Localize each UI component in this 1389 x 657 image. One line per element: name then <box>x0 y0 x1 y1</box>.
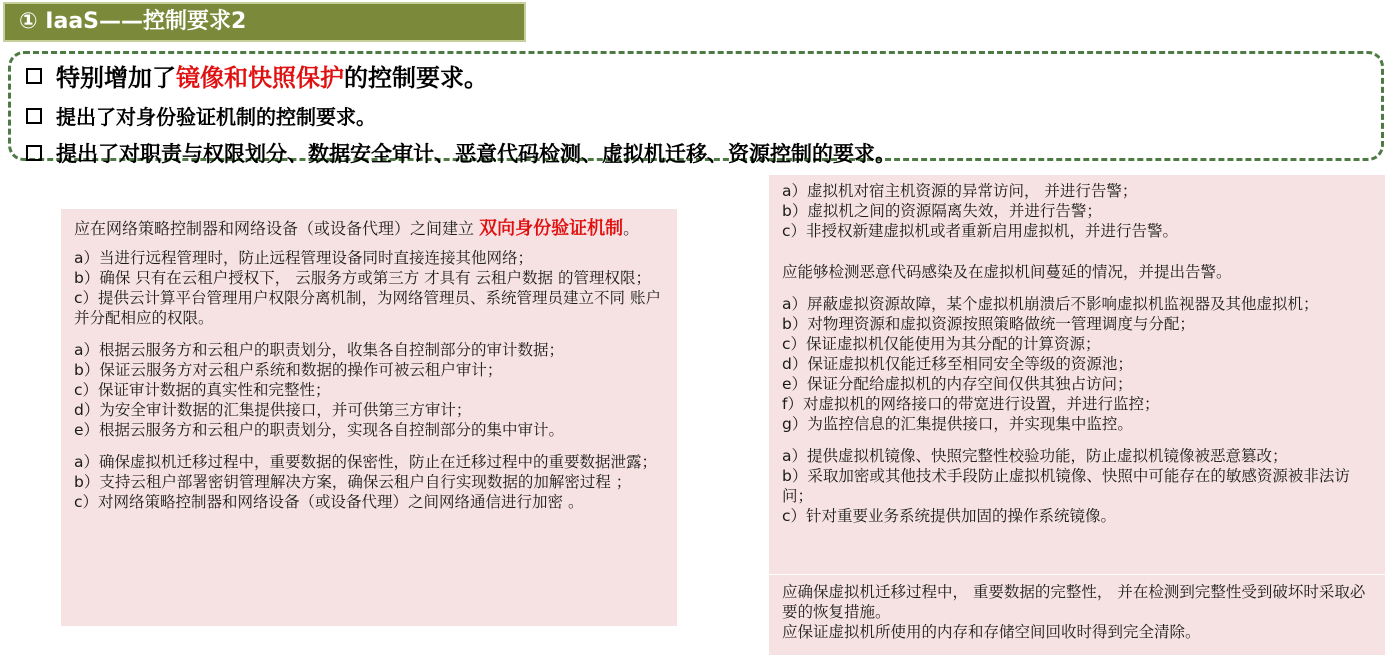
highlight-text: 双向身份验证机制 <box>479 218 624 239</box>
list-item: a）屏蔽虚拟资源故障，某个虚拟机崩溃后不影响虚拟机监视器及其他虚拟机； <box>782 295 1319 313</box>
bullet-2 <box>26 101 376 130</box>
checkbox-square-icon <box>26 145 42 161</box>
list-item: a）根据云服务方和云租户的职责划分，收集各自控制部分的审计数据； <box>74 341 565 359</box>
right-card-migration <box>769 575 1385 655</box>
bullet-1-text: 特别增加了镜像和快照保护的控制要求。 <box>56 64 488 92</box>
card-heading: 应在网络策略控制器和网络设备（或设备代理）之间建立 双向身份验证机制。 <box>74 218 640 239</box>
card-heading: 应能够检测恶意代码感染及在虚拟机间蔓延的情况，并提出告警。 <box>782 263 1232 281</box>
highlight-text: 镜像和快照保护 <box>176 64 344 92</box>
list-item: b）采取加密或其他技术手段防止虚拟机镜像、快照中可能存在的敏感资源被非法访问； <box>782 467 1350 505</box>
list-item: d）保证虚拟机仅能迁移至相同安全等级的资源池； <box>782 355 1133 373</box>
left-requirements-card <box>61 209 677 626</box>
list-item: c）非授权新建虚拟机或者重新启用虚拟机，并进行告警。 <box>782 222 1179 240</box>
list-item: g）为监控信息的汇集提供接口，并实现集中监控。 <box>782 415 1133 433</box>
right-card-alerts <box>769 175 1385 253</box>
checkbox-square-icon <box>26 108 42 124</box>
list-item: f）对虚拟机的网络接口的带宽进行设置，并进行监控； <box>782 395 1160 413</box>
bullet-3-text: 提出了对职责与权限划分、数据安全审计、恶意代码检测、虚拟机迁移、资源控制的要求。 <box>56 142 896 166</box>
list-item: c）保证虚拟机仅能使用为其分配的计算资源； <box>782 335 1101 353</box>
bullet-3 <box>26 138 896 168</box>
list-item: c）提供云计算平台管理用户权限分离机制，为网络管理员、系统管理员建立不同 账户并分配相应的权限。 <box>74 289 661 327</box>
list-item: a）确保虚拟机迁移过程中，重要数据的保密性，防止在迁移过程中的重要数据泄露； <box>74 453 658 471</box>
list-item: a）提供虚拟机镜像、快照完整性校验功能，防止虚拟机镜像被恶意篡改； <box>782 447 1288 465</box>
list-item: c）针对重要业务系统提供加固的操作系统镜像。 <box>782 507 1117 525</box>
slide-title: ① IaaS——控制要求2 <box>3 2 526 42</box>
list-item: b）确保 只有在云租户授权下， 云服务方或第三方 才具有 云租户数据 的管理权限； <box>74 269 651 287</box>
list-item: e）根据云服务方和云租户的职责划分，实现各自控制部分的集中审计。 <box>74 421 565 439</box>
list-item: b）虚拟机之间的资源隔离失效，并进行告警； <box>782 202 1102 220</box>
right-card-vm-controls <box>769 253 1385 574</box>
list-item: 应确保虚拟机迁移过程中， 重要数据的完整性， 并在检测到完整性受到破坏时采取必要的恢复措施。 <box>782 583 1366 621</box>
list-item: c）保证审计数据的真实性和完整性； <box>74 381 331 399</box>
list-item: c）对网络策略控制器和网络设备（或设备代理）之间网络通信进行加密 。 <box>74 493 584 511</box>
list-item: a）虚拟机对宿主机资源的异常访问， 并进行告警； <box>782 182 1138 200</box>
list-item: 应保证虚拟机所使用的内存和存储空间回收时得到完全清除。 <box>782 623 1201 641</box>
checkbox-square-icon <box>26 68 42 84</box>
list-item: b）对物理资源和虚拟资源按照策略做统一管理调度与分配； <box>782 315 1195 333</box>
list-item: d）为安全审计数据的汇集提供接口，并可供第三方审计； <box>74 401 472 419</box>
list-item: a）当进行远程管理时，防止远程管理设备同时直接连接其他网络； <box>74 249 534 267</box>
bullet-1 <box>26 58 488 93</box>
bullet-2-text: 提出了对身份验证机制的控制要求。 <box>56 105 376 129</box>
list-item: e）保证分配给虚拟机的内存空间仅供其独占访问； <box>782 375 1133 393</box>
list-item: b）支持云租户部署密钥管理解决方案，确保云租户自行实现数据的加解密过程 ； <box>74 473 632 491</box>
list-item: b）保证云服务方对云租户系统和数据的操作可被云租户审计； <box>74 361 503 379</box>
